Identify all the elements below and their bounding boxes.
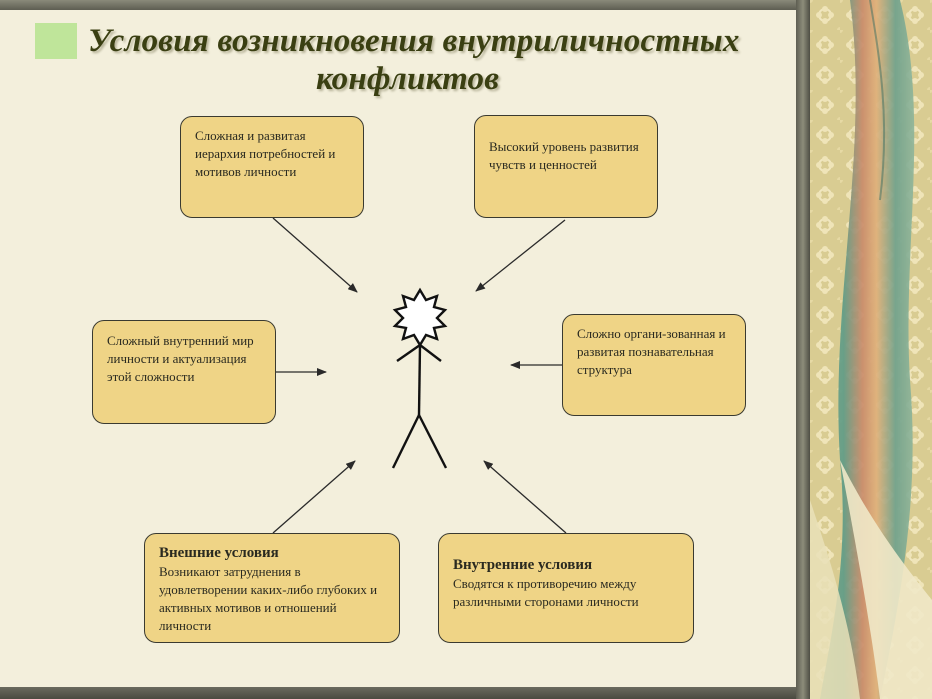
box-text: Сложная и развитая иерархия потребностей и мотивов личности: [195, 128, 336, 179]
arrow-top-left: [273, 218, 357, 292]
box-text: Высокий уровень развития чувств и ценностей: [489, 139, 639, 172]
box-hierarchy-of-needs: [180, 116, 364, 218]
box-text: Сложно органи-зованная и развитая познавательная структура: [577, 326, 726, 377]
box-body: Сводятся к противоречию между различными сторонами личности: [453, 576, 639, 609]
title-line-1: Условия возникновения внутриличностных: [88, 23, 740, 59]
box-internal-conditions: [438, 533, 694, 643]
box-text: Сложный внутренний мир личности и актуализация этой сложности: [107, 333, 254, 384]
arrow-bottom-right: [484, 461, 566, 533]
box-heading: Внешние условия: [159, 545, 279, 561]
arrow-top-right: [476, 220, 565, 291]
decorative-ribbon-panel: [810, 0, 932, 699]
box-heading: Внутренние условия: [453, 557, 593, 573]
frame-right: [796, 0, 810, 699]
frame-bottom: [0, 687, 806, 699]
box-body: Возникают затруднения в удовлетворении каких-либо глубоких и активных мотивов и отношений личности: [159, 564, 378, 633]
box-feelings-and-values: [474, 115, 658, 218]
arrow-bottom-left: [273, 461, 355, 533]
box-cognitive-structure: [562, 314, 746, 416]
box-inner-world: [92, 320, 276, 424]
stick-figure-icon: [393, 290, 446, 468]
title-line-2: конфликтов: [316, 61, 500, 97]
box-external-conditions: [144, 533, 400, 643]
ribbon-pattern-icon: [810, 0, 932, 699]
